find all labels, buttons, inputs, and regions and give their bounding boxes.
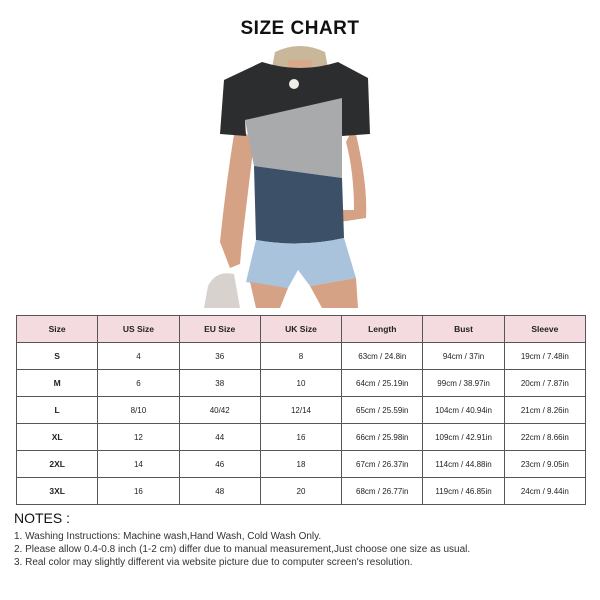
cell-uk-size: 8 — [260, 343, 341, 370]
cell-uk-size: 12/14 — [260, 397, 341, 424]
cell-us-size: 6 — [98, 370, 179, 397]
page-title: SIZE CHART — [240, 18, 360, 39]
cell-size: S — [17, 343, 98, 370]
cell-uk-size: 16 — [260, 424, 341, 451]
header-us-size: US Size — [98, 316, 179, 343]
cell-eu-size: 44 — [179, 424, 260, 451]
cell-size: 3XL — [17, 478, 98, 505]
header-size: Size — [17, 316, 98, 343]
cell-length: 65cm / 25.59in — [342, 397, 423, 424]
cell-bust: 109cm / 42.91in — [423, 424, 504, 451]
cell-size: XL — [17, 424, 98, 451]
cell-length: 66cm / 25.98in — [342, 424, 423, 451]
cell-us-size: 8/10 — [98, 397, 179, 424]
table-header-row — [17, 316, 586, 343]
cell-uk-size: 10 — [260, 370, 341, 397]
table-row — [17, 370, 586, 397]
cell-bust: 119cm / 46.85in — [423, 478, 504, 505]
header-uk-size: UK Size — [260, 316, 341, 343]
cell-length: 68cm / 26.77in — [342, 478, 423, 505]
cell-sleeve: 22cm / 8.66in — [504, 424, 585, 451]
notes-title: NOTES : — [14, 510, 71, 526]
cell-sleeve: 24cm / 9.44in — [504, 478, 585, 505]
cell-size: L — [17, 397, 98, 424]
cell-bust: 114cm / 44.88in — [423, 451, 504, 478]
cell-sleeve: 20cm / 7.87in — [504, 370, 585, 397]
cell-size: 2XL — [17, 451, 98, 478]
cell-length: 64cm / 25.19in — [342, 370, 423, 397]
note-color: 3. Real color may slightly different via website picture due to computer screen's resolution. — [14, 557, 413, 568]
cell-bust: 104cm / 40.94in — [423, 397, 504, 424]
cell-eu-size: 48 — [179, 478, 260, 505]
note-measurement: 2. Please allow 0.4-0.8 inch (1-2 cm) differ due to manual measurement,Just choose one size as usual. — [14, 544, 471, 555]
cell-us-size: 16 — [98, 478, 179, 505]
header-bust: Bust — [423, 316, 504, 343]
cell-bust: 99cm / 38.97in — [423, 370, 504, 397]
note-washing: 1. Washing Instructions: Machine wash,Hand Wash, Cold Wash Only. — [14, 531, 322, 542]
cell-length: 67cm / 26.37in — [342, 451, 423, 478]
cell-sleeve: 23cm / 9.05in — [504, 451, 585, 478]
cell-eu-size: 36 — [179, 343, 260, 370]
header-length: Length — [342, 316, 423, 343]
header-sleeve: Sleeve — [504, 316, 585, 343]
cell-bust: 94cm / 37in — [423, 343, 504, 370]
cell-us-size: 12 — [98, 424, 179, 451]
cell-eu-size: 40/42 — [179, 397, 260, 424]
table-row — [17, 424, 586, 451]
header-eu-size: EU Size — [179, 316, 260, 343]
cell-us-size: 4 — [98, 343, 179, 370]
cell-sleeve: 19cm / 7.48in — [504, 343, 585, 370]
table-row — [17, 343, 586, 370]
cell-uk-size: 20 — [260, 478, 341, 505]
cell-eu-size: 38 — [179, 370, 260, 397]
cell-size: M — [17, 370, 98, 397]
cell-length: 63cm / 24.8in — [342, 343, 423, 370]
cell-us-size: 14 — [98, 451, 179, 478]
model-photo — [190, 42, 410, 308]
notes-section — [14, 510, 589, 569]
cell-eu-size: 46 — [179, 451, 260, 478]
table-row — [17, 451, 586, 478]
size-chart-table — [16, 315, 586, 505]
table-row — [17, 478, 586, 505]
cell-sleeve: 21cm / 8.26in — [504, 397, 585, 424]
cell-uk-size: 18 — [260, 451, 341, 478]
table-row — [17, 397, 586, 424]
